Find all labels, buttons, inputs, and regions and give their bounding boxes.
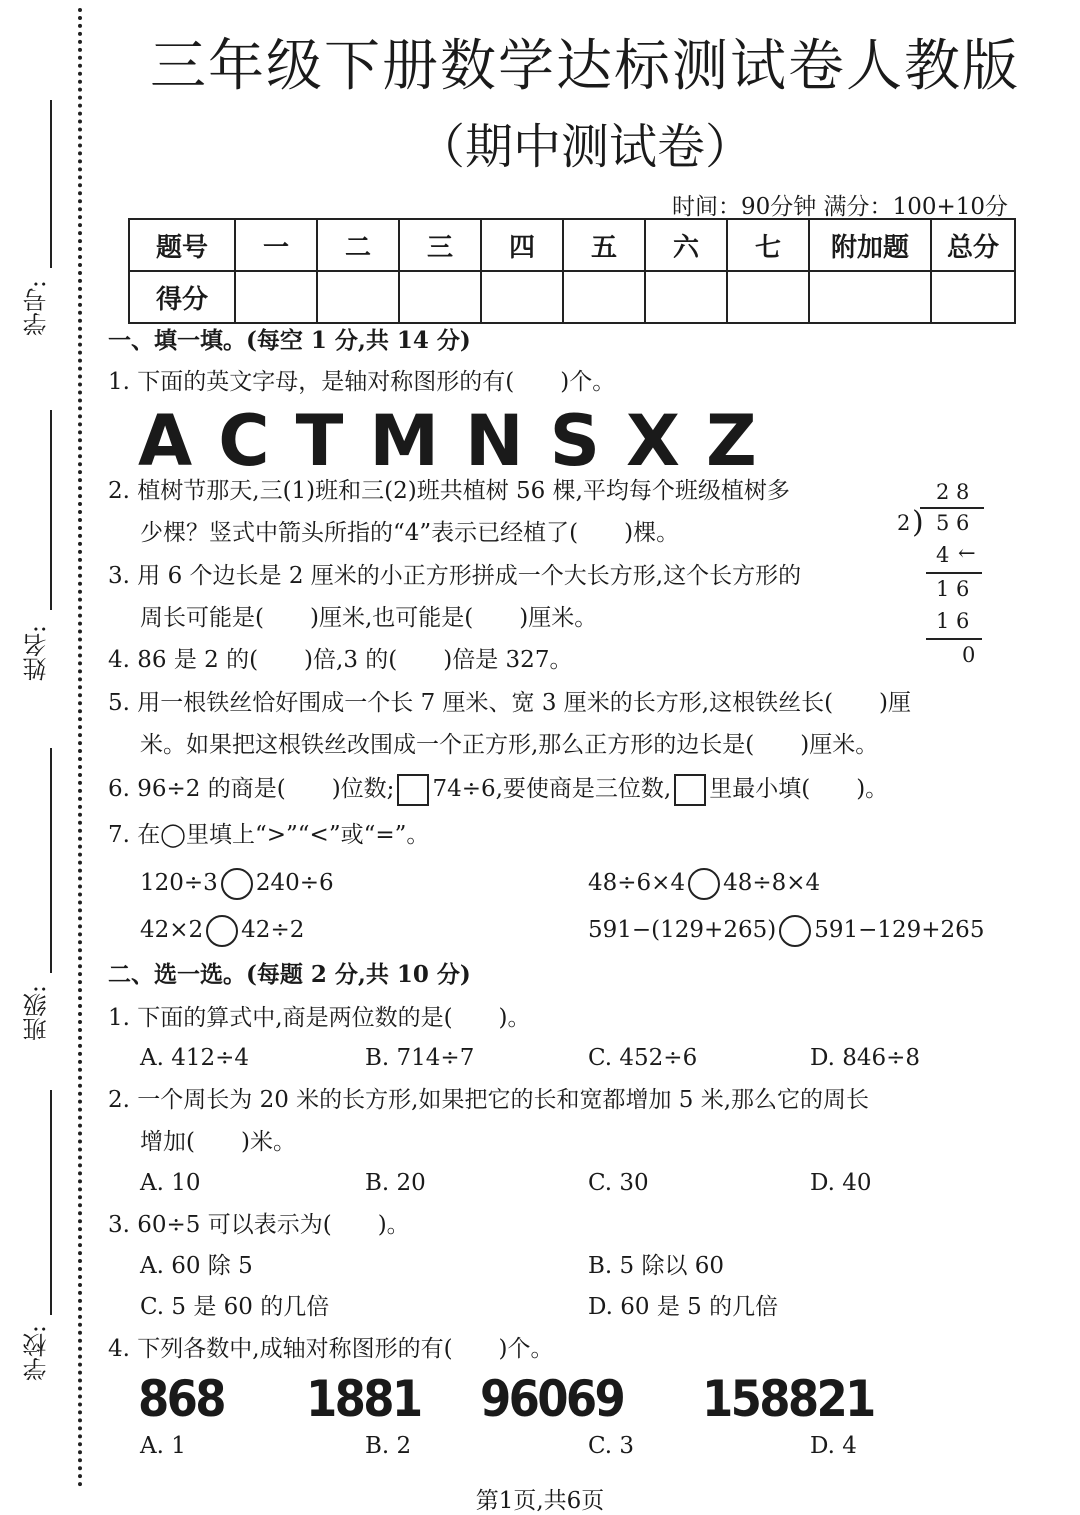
option[interactable]: D. 846÷8 xyxy=(810,1045,921,1071)
compare-item xyxy=(588,868,820,900)
option[interactable]: C. 3 xyxy=(588,1433,635,1459)
number-figure: 1881 xyxy=(306,1370,421,1428)
number-figure: 96069 xyxy=(480,1370,624,1428)
division-bracket: ) xyxy=(912,505,924,540)
question-1-6-part3: 里最小填( )。 xyxy=(709,776,889,802)
score-table-score-row xyxy=(129,271,1015,323)
compare-circle[interactable] xyxy=(221,868,253,900)
class-label: 班级: xyxy=(23,985,51,1042)
compare-item xyxy=(140,915,304,947)
table-cell: 四 xyxy=(481,219,563,271)
question-1-2-line1: 2. 植树节那天,三(1)班和三(2)班共植树 56 棵,平均每个班级植树多 xyxy=(108,478,790,504)
compare-left: 120÷3 xyxy=(140,870,218,896)
compare-left: 42×2 xyxy=(140,917,204,943)
compare-left: 591−(129+265) xyxy=(588,917,777,943)
compare-circle[interactable] xyxy=(779,915,811,947)
option[interactable]: B. 5 除以 60 xyxy=(588,1253,725,1279)
table-cell: 二 xyxy=(317,219,399,271)
question-1-1: 1. 下面的英文字母，是轴对称图形的有( )个。 xyxy=(108,369,616,395)
question-1-3-line2: 周长可能是( )厘米,也可能是( )厘米。 xyxy=(140,605,598,631)
option[interactable]: A. 60 除 5 xyxy=(140,1253,253,1279)
question-2-2-line1: 2. 一个周长为 20 米的长方形,如果把它的长和宽都增加 5 米,那么它的周长 xyxy=(108,1087,870,1113)
division-step3: 1 6 xyxy=(936,609,970,633)
letter: M xyxy=(369,400,443,482)
division-dividend: 5 6 xyxy=(936,511,970,535)
section1-heading: 一、填一填。(每空 1 分,共 14 分) xyxy=(108,327,471,354)
option[interactable]: C. 30 xyxy=(588,1170,649,1196)
letter: C xyxy=(218,400,274,482)
letter: N xyxy=(464,400,528,482)
score-input-cell[interactable] xyxy=(481,271,563,323)
compare-item xyxy=(588,915,984,947)
score-table xyxy=(128,218,1016,324)
class-line xyxy=(50,748,52,973)
question-2-4: 4. 下列各数中,成轴对称图形的有( )个。 xyxy=(108,1336,554,1362)
score-input-cell[interactable] xyxy=(317,271,399,323)
division-step2: 1 6 xyxy=(936,577,970,601)
question-2-3: 3. 60÷5 可以表示为( )。 xyxy=(108,1212,410,1238)
blank-box[interactable] xyxy=(397,774,429,806)
table-cell: 总分 xyxy=(931,219,1015,271)
division-rule xyxy=(926,572,982,574)
letter: Z xyxy=(705,400,761,482)
letter: X xyxy=(626,400,684,482)
division-step1: 4 xyxy=(936,543,950,567)
option[interactable]: B. 20 xyxy=(365,1170,426,1196)
table-cell: 一 xyxy=(235,219,317,271)
compare-circle[interactable] xyxy=(688,868,720,900)
option[interactable]: D. 60 是 5 的几倍 xyxy=(588,1294,779,1320)
question-1-5-line2: 米。如果把这根铁丝改围成一个正方形,那么正方形的边长是( )厘米。 xyxy=(140,732,879,758)
blank-box[interactable] xyxy=(674,774,706,806)
question-2-2-line2: 增加( )米。 xyxy=(140,1129,296,1155)
division-quotient: 2 8 xyxy=(936,480,970,504)
option[interactable]: A. 412÷4 xyxy=(140,1045,250,1071)
question-1-6-part2: 74÷6,要使商是三位数, xyxy=(432,776,672,802)
student-id-label: 学号: xyxy=(23,280,51,337)
score-input-cell[interactable] xyxy=(563,271,645,323)
table-cell: 附加题 xyxy=(809,219,931,271)
compare-right: 591−129+265 xyxy=(814,917,985,943)
compare-right: 240÷6 xyxy=(255,870,334,896)
compare-circle[interactable] xyxy=(206,915,238,947)
option[interactable]: D. 4 xyxy=(810,1433,857,1459)
page-title: 三年级下册数学达标测试卷人教版 xyxy=(150,34,1020,99)
table-cell: 六 xyxy=(645,219,727,271)
question-1-6-part1: 6. 96÷2 的商是( )位数; xyxy=(108,776,395,802)
question-1-5-line1: 5. 用一根铁丝恰好围成一个长 7 厘米、宽 3 厘米的长方形,这根铁丝长( )厘 xyxy=(108,690,912,716)
compare-right: 42÷2 xyxy=(241,917,305,943)
table-cell: 七 xyxy=(727,219,809,271)
option[interactable]: C. 5 是 60 的几倍 xyxy=(140,1294,330,1320)
page-subtitle: （期中测试卷） xyxy=(416,119,753,175)
school-label: 学校: xyxy=(23,1325,51,1382)
section2-heading: 二、选一选。(每题 2 分,共 10 分) xyxy=(108,961,471,988)
score-table-header-row xyxy=(129,219,1015,271)
score-input-cell[interactable] xyxy=(235,271,317,323)
name-line xyxy=(50,410,52,610)
question-1-3-line1: 3. 用 6 个边长是 2 厘米的小正方形拼成一个大长方形,这个长方形的 xyxy=(108,563,802,589)
student-id-line xyxy=(50,100,52,268)
question-1-6 xyxy=(108,774,888,806)
score-input-cell[interactable] xyxy=(931,271,1015,323)
compare-item xyxy=(140,868,334,900)
binding-dotted-line xyxy=(78,8,82,1488)
option[interactable]: A. 10 xyxy=(140,1170,201,1196)
table-cell: 题号 xyxy=(129,219,235,271)
option[interactable]: B. 714÷7 xyxy=(365,1045,475,1071)
division-remainder: 0 xyxy=(962,643,976,667)
option[interactable]: A. 1 xyxy=(140,1433,186,1459)
letter-row xyxy=(138,400,783,482)
table-cell: 得分 xyxy=(129,271,235,323)
exam-info: 时间：90分钟 满分：100+10分 xyxy=(671,194,1008,220)
letter: A xyxy=(138,400,197,482)
school-line xyxy=(50,1090,52,1315)
score-input-cell[interactable] xyxy=(727,271,809,323)
compare-left: 48÷6×4 xyxy=(588,870,686,896)
division-rule xyxy=(926,638,982,640)
table-cell: 三 xyxy=(399,219,481,271)
question-1-2-line2: 少棵？竖式中箭头所指的“4”表示已经植了( )棵。 xyxy=(140,520,680,546)
page-footer: 第1页,共6页 xyxy=(475,1488,605,1514)
arrow-icon: ← xyxy=(958,541,976,565)
score-input-cell[interactable] xyxy=(809,271,931,323)
option[interactable]: C. 452÷6 xyxy=(588,1045,698,1071)
score-input-cell[interactable] xyxy=(399,271,481,323)
number-figure: 868 xyxy=(138,1370,224,1428)
question-1-7: 7. 在◯里填上“>”“<”或“=”。 xyxy=(108,822,430,848)
question-1-4: 4. 86 是 2 的( )倍,3 的( )倍是 327。 xyxy=(108,647,573,673)
table-cell: 五 xyxy=(563,219,645,271)
option[interactable]: B. 2 xyxy=(365,1433,412,1459)
letter: S xyxy=(549,400,604,482)
division-divisor: 2 xyxy=(897,511,911,535)
question-2-1: 1. 下面的算式中,商是两位数的是( )。 xyxy=(108,1005,531,1031)
option[interactable]: D. 40 xyxy=(810,1170,872,1196)
division-bar xyxy=(920,507,984,509)
name-label: 姓名: xyxy=(23,625,51,682)
number-figure: 158821 xyxy=(702,1370,874,1428)
score-input-cell[interactable] xyxy=(645,271,727,323)
compare-right: 48÷8×4 xyxy=(723,870,821,896)
letter: T xyxy=(295,400,348,482)
